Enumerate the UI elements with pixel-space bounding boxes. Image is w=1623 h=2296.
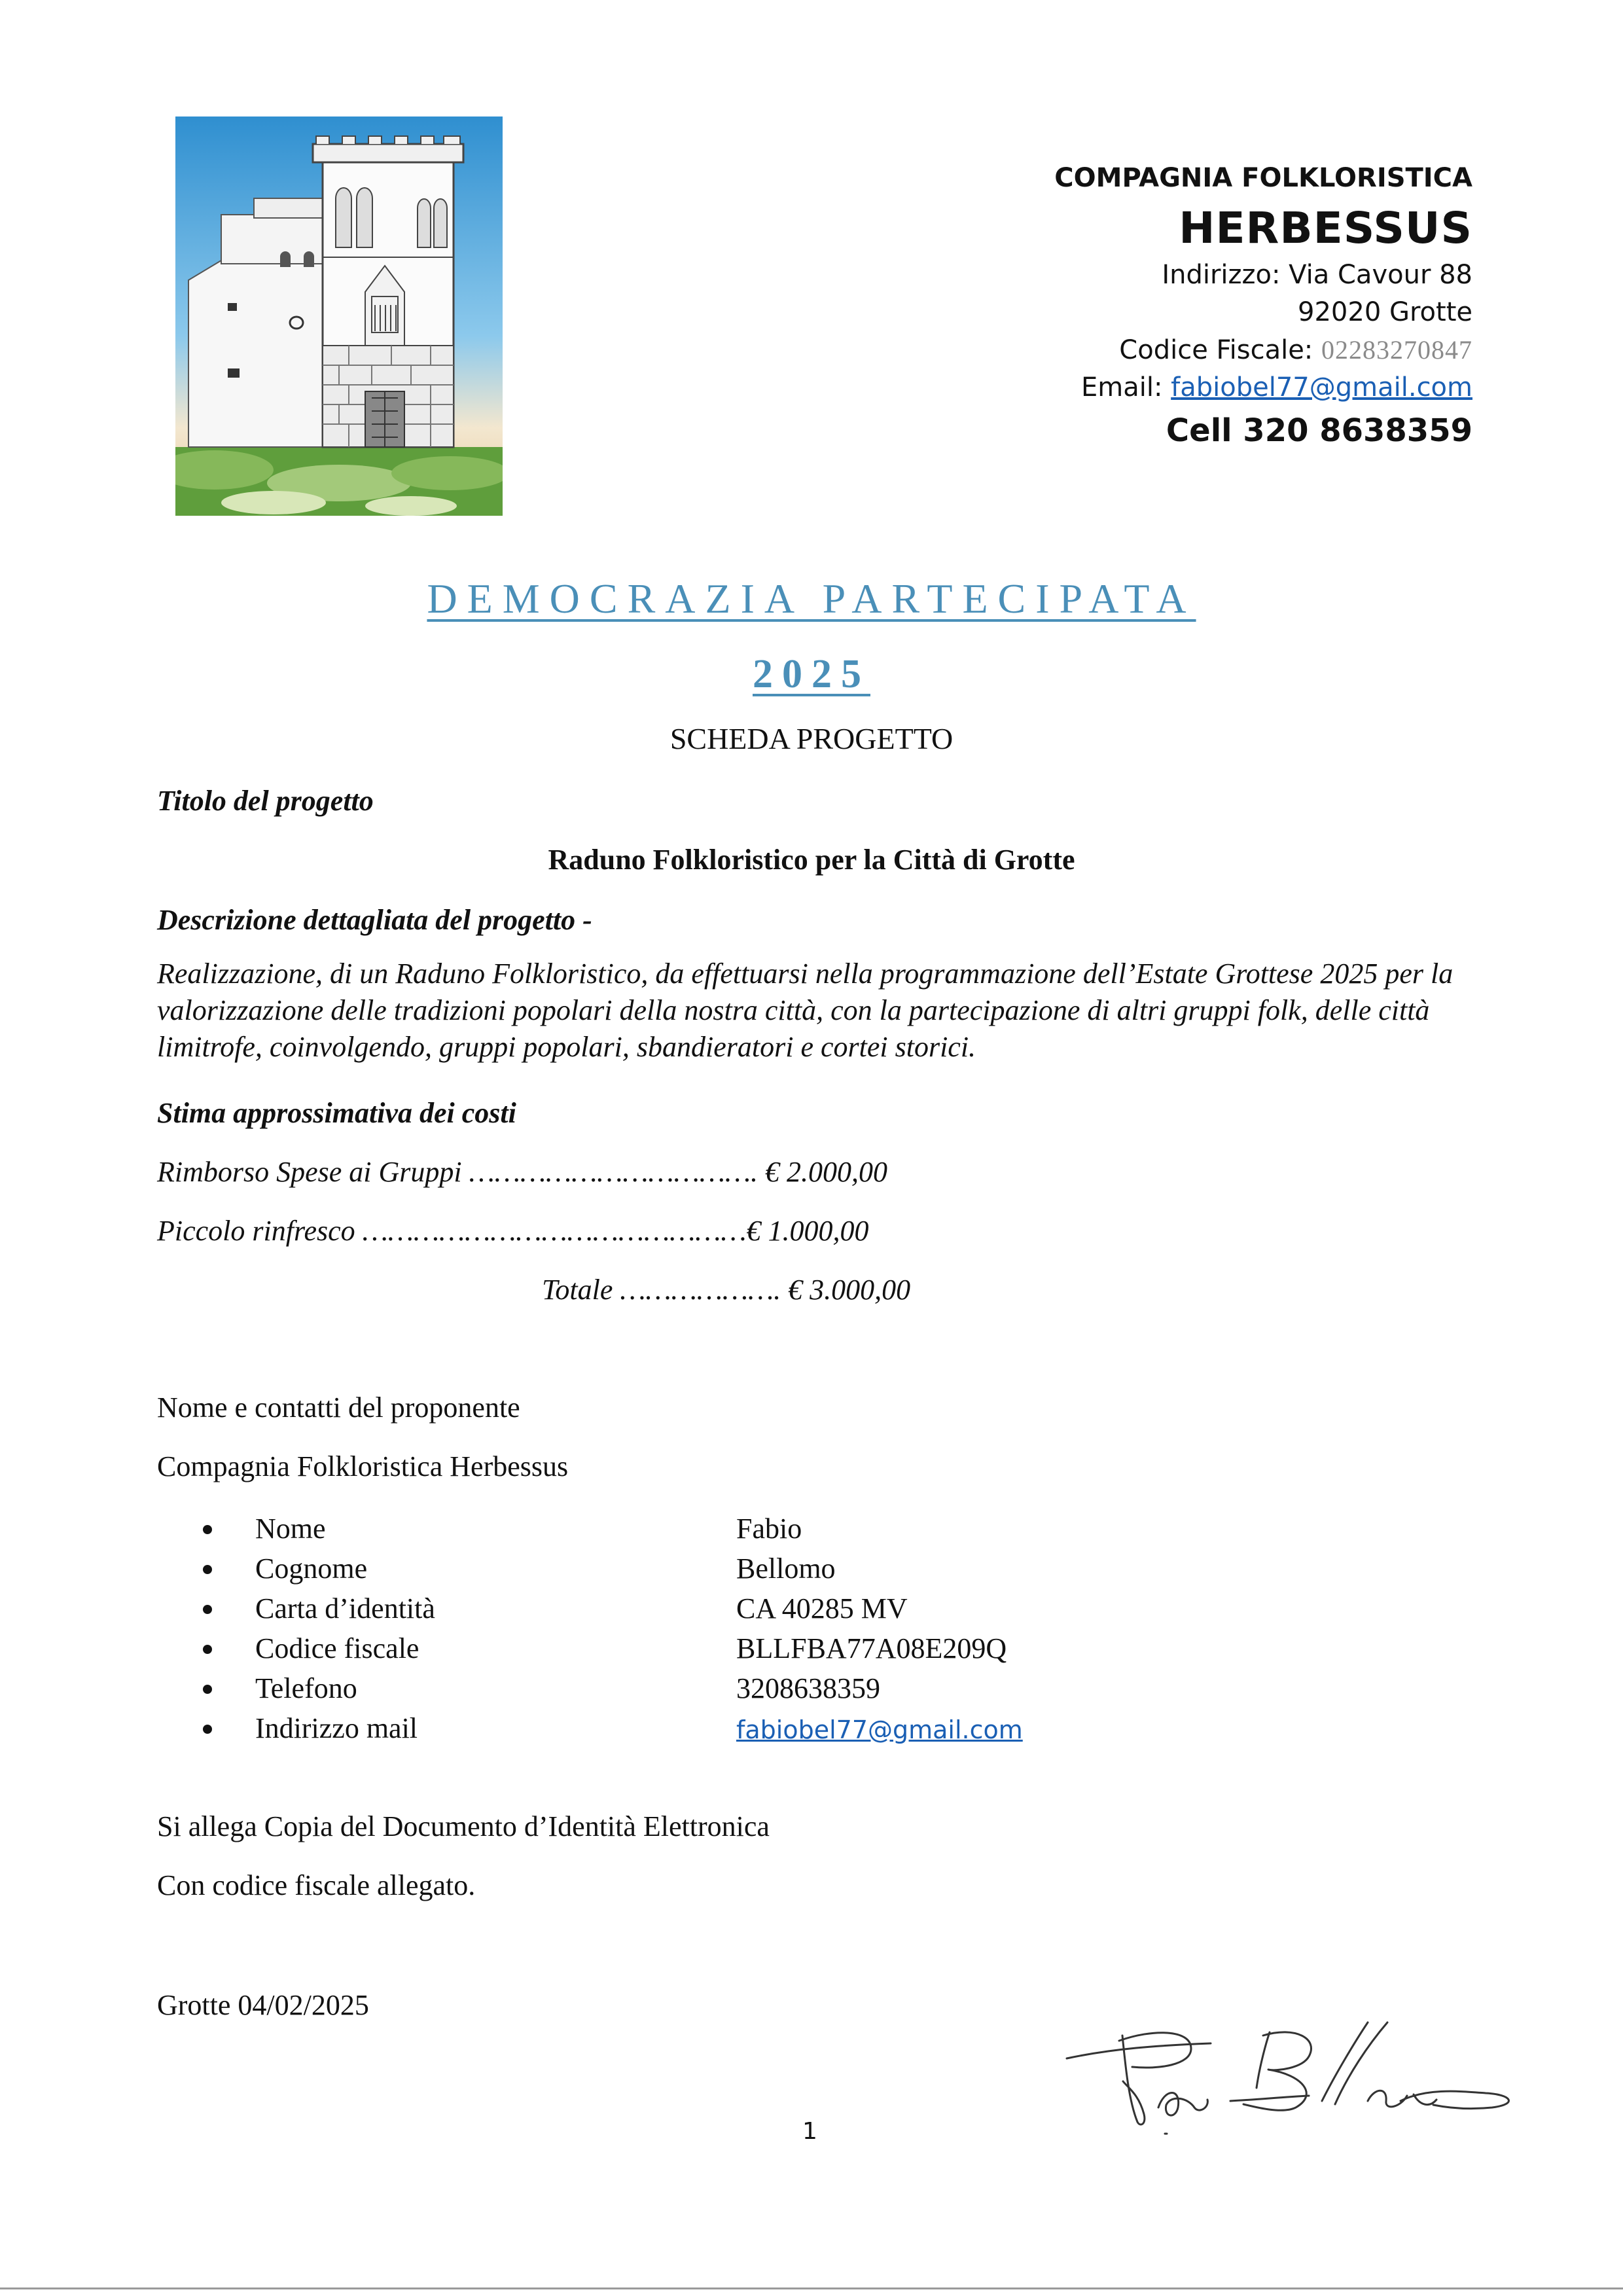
document-year: 2025: [753, 652, 870, 696]
fiscal-code-value: 02283270847: [1321, 335, 1472, 365]
field-label: Carta d’identità: [255, 1592, 435, 1624]
address-line-2: 92020 Grotte: [1298, 297, 1472, 327]
field-value: Bellomo: [736, 1552, 836, 1585]
address-line-1: Indirizzo: Via Cavour 88: [1162, 260, 1472, 290]
attachment-line-2: Con codice fiscale allegato.: [157, 1869, 476, 1901]
bullet-icon: [203, 1525, 212, 1534]
place-date: Grotte 04/02/2025: [157, 1989, 369, 2021]
signature: [1060, 2009, 1544, 2140]
cost-item: Piccolo rinfresco ………………………………………€ 1.000,00: [157, 1215, 869, 1247]
description-label: Descrizione dettagliata del progetto -: [157, 904, 592, 936]
fiscal-code-line: [883, 331, 1472, 369]
cost-item: Rimborso Spese ai Gruppi ……………………………. € 2.000,00: [157, 1156, 888, 1188]
field-label: Telefono: [255, 1672, 357, 1704]
field-label: Cognome: [255, 1552, 368, 1585]
email-label: Email:: [1081, 372, 1163, 403]
project-title: Raduno Folkloristico per la Città di Grotte: [548, 844, 1075, 876]
field-value: 3208638359: [736, 1672, 880, 1704]
cost-total: Totale ………………. € 3.000,00: [542, 1274, 911, 1306]
field-label: Codice fiscale: [255, 1632, 419, 1664]
document-subtitle: SCHEDA PROGETTO: [669, 722, 954, 755]
scan-edge-divider: [0, 2287, 1623, 2289]
field-value: CA 40285 MV: [736, 1592, 908, 1624]
bullet-icon: [203, 1725, 212, 1734]
proponent-organization: Compagnia Folkloristica Herbessus: [157, 1450, 569, 1482]
field-label: Nome: [255, 1513, 326, 1545]
cell-phone: Cell 320 8638359: [1166, 412, 1472, 449]
letterhead: [883, 156, 1472, 455]
company-logo: [175, 117, 503, 516]
document-title: DEMOCRAZIA PARTECIPATA: [427, 575, 1196, 622]
attachment-line-1: Si allega Copia del Documento d’Identità Elettronica: [157, 1810, 770, 1842]
bullet-icon: [203, 1645, 212, 1654]
company-label: COMPAGNIA FOLKLORISTICA: [1054, 163, 1472, 193]
project-title-label: Titolo del progetto: [157, 785, 374, 817]
bullet-icon: [203, 1605, 212, 1614]
bullet-icon: [203, 1565, 212, 1574]
proponent-section-label: Nome e contatti del proponente: [157, 1391, 520, 1424]
field-value: Fabio: [736, 1513, 802, 1545]
project-description: Realizzazione, di un Raduno Folkloristico, da effettuarsi nella programmazione dell’Estate Grottese 2025 per la valorizzazione delle tradizioni popolari della nostra città, con la partecipazione di altri gruppi folk, delle città limitrofe, coinvolgendo, gruppi popolari, sbandieratori e cortei storici.: [157, 958, 1454, 1063]
fiscal-code-label: Codice Fiscale:: [1119, 335, 1313, 365]
company-name: HERBESSUS: [1179, 203, 1472, 253]
costs-label: Stima approssimativa dei costi: [157, 1097, 516, 1129]
page-number: 1: [802, 2118, 817, 2145]
email-link[interactable]: fabiobel77@gmail.com: [736, 1715, 1023, 1744]
email-line: [883, 369, 1472, 406]
email-link[interactable]: fabiobel77@gmail.com: [1171, 372, 1472, 403]
field-label: Indirizzo mail: [255, 1712, 418, 1744]
bullet-icon: [203, 1685, 212, 1694]
field-value: BLLFBA77A08E209Q: [736, 1632, 1007, 1664]
